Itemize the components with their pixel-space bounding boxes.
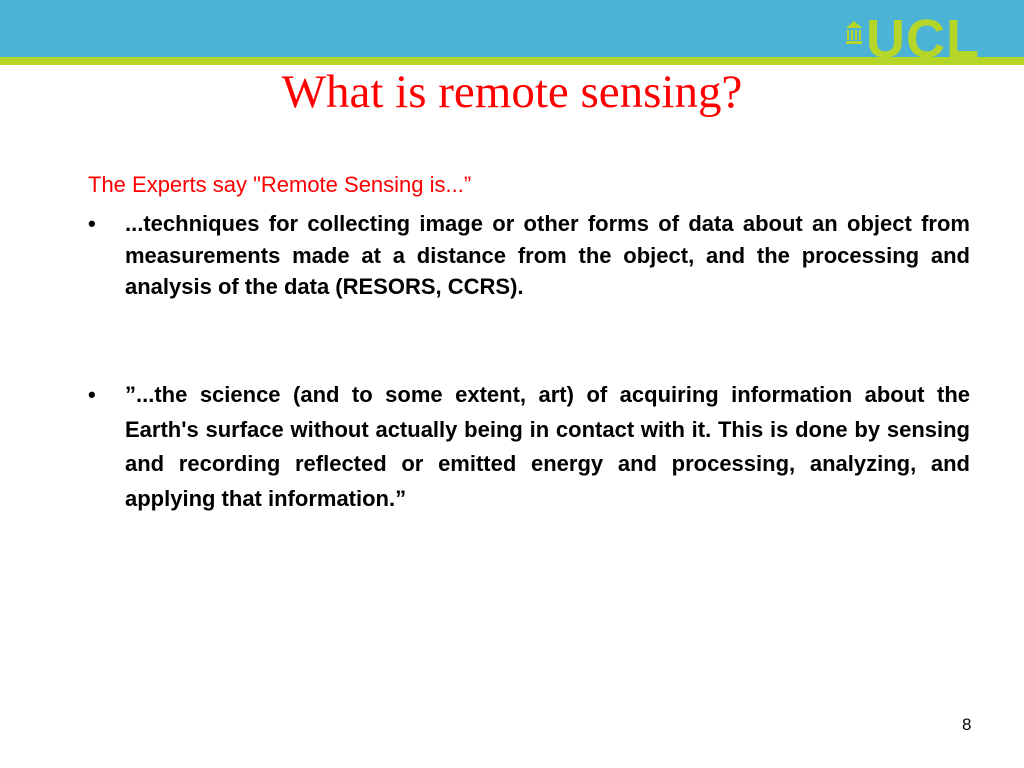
portico-icon bbox=[846, 21, 862, 45]
bullet-text-1: ...techniques for collecting image or other forms of data about an object from measurements made at a distance from the object, and the processing and analysis of the data (RESORS, CCRS). bbox=[125, 211, 970, 299]
ucl-logo bbox=[846, 9, 996, 69]
bullet-item-1 bbox=[88, 208, 970, 303]
bullet-marker: • bbox=[88, 211, 96, 236]
page-number: 8 bbox=[962, 715, 972, 734]
bullet-text-2: ”...the science (and to some extent, art) of acquiring information about the Earth's surface without actually being in contact with it. This is done by sensing and recording reflected or emitted energy and processing, analyzing, and applying that information.” bbox=[125, 382, 970, 511]
intro-text: The Experts say "Remote Sensing is...” bbox=[88, 172, 472, 197]
bullet-marker: • bbox=[88, 382, 96, 407]
slide-title: What is remote sensing? bbox=[281, 66, 743, 118]
logo-text: UCL bbox=[866, 9, 980, 69]
bullet-item-2 bbox=[88, 378, 970, 516]
